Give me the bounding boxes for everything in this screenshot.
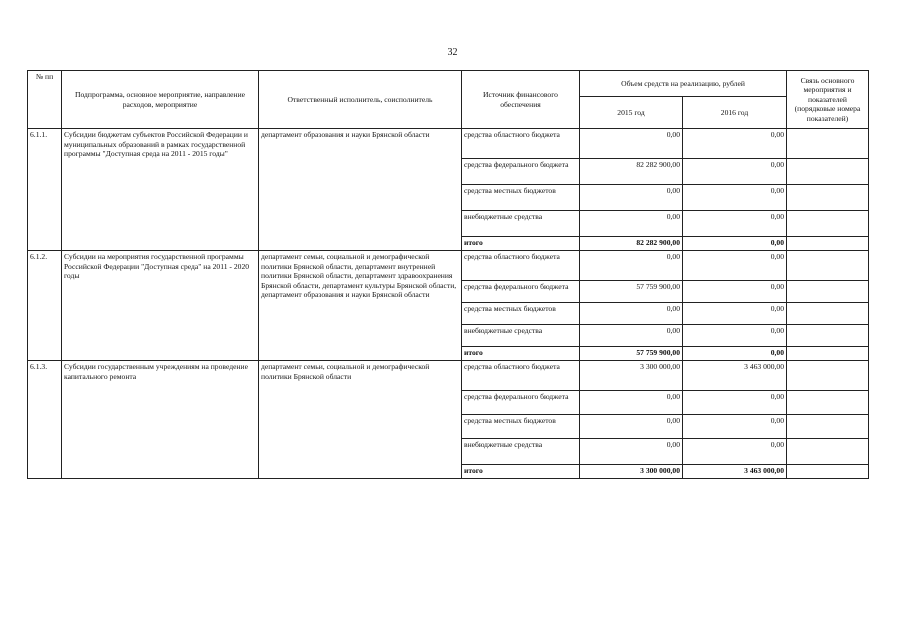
indicator-link xyxy=(787,237,869,251)
funding-source: средства федерального бюджета xyxy=(462,281,580,303)
block-executor: департамент семьи, социальной и демографической политики Брянской области, департамент внутренней политики Брянской области, департамент здравоохранения Брянской области, департамент культуры Брянской области, департамент образования и науки Брянской области xyxy=(259,251,462,361)
amount-2015: 0,00 xyxy=(580,325,683,347)
indicator-link xyxy=(787,185,869,211)
funding-source: средства областного бюджета xyxy=(462,361,580,391)
amount-2016: 0,00 xyxy=(683,439,787,465)
indicator-link xyxy=(787,391,869,415)
indicator-link xyxy=(787,281,869,303)
indicator-link xyxy=(787,159,869,185)
amount-2016: 0,00 xyxy=(683,415,787,439)
indicator-link xyxy=(787,361,869,391)
indicator-link xyxy=(787,251,869,281)
amount-2015: 0,00 xyxy=(580,415,683,439)
amount-2016: 3 463 000,00 xyxy=(683,361,787,391)
indicator-link xyxy=(787,465,869,479)
amount-2016: 0,00 xyxy=(683,281,787,303)
header-program: Подпрограмма, основное мероприятие, направление расходов, мероприятие xyxy=(62,71,259,129)
header-source: Источник финансового обеспечения xyxy=(462,71,580,129)
funding-source: итого xyxy=(462,237,580,251)
header-executor: Ответственный исполнитель, соисполнитель xyxy=(259,71,462,129)
block-num: 6.1.1. xyxy=(28,129,62,251)
amount-2016: 0,00 xyxy=(683,303,787,325)
amount-2016: 0,00 xyxy=(683,347,787,361)
funding-source: средства областного бюджета xyxy=(462,251,580,281)
amount-2015: 57 759 900,00 xyxy=(580,347,683,361)
amount-2016: 3 463 000,00 xyxy=(683,465,787,479)
funding-source: средства местных бюджетов xyxy=(462,303,580,325)
amount-2015: 0,00 xyxy=(580,303,683,325)
funding-source: внебюджетные средства xyxy=(462,211,580,237)
amount-2015: 82 282 900,00 xyxy=(580,237,683,251)
indicator-link xyxy=(787,129,869,159)
amount-2016: 0,00 xyxy=(683,185,787,211)
indicator-link xyxy=(787,347,869,361)
funding-source: итого xyxy=(462,347,580,361)
indicator-link xyxy=(787,325,869,347)
header-year-2016: 2016 год xyxy=(683,97,787,129)
indicator-link xyxy=(787,211,869,237)
header-link: Связь основного мероприятия и показателей (порядковые номера показателей) xyxy=(787,71,869,129)
indicator-link xyxy=(787,439,869,465)
amount-2015: 0,00 xyxy=(580,439,683,465)
funding-source: средства местных бюджетов xyxy=(462,185,580,211)
amount-2015: 0,00 xyxy=(580,185,683,211)
amount-2015: 0,00 xyxy=(580,391,683,415)
block-num: 6.1.3. xyxy=(28,361,62,479)
table-row xyxy=(28,361,869,391)
amount-2016: 0,00 xyxy=(683,159,787,185)
block-name: Субсидии бюджетам субъектов Российской Федерации и муниципальных образований в рамках государственной программы "Доступная среда на 2011 - 2015 годы" xyxy=(62,129,259,251)
header-row xyxy=(28,71,869,97)
amount-2016: 0,00 xyxy=(683,237,787,251)
budget-table xyxy=(27,70,869,479)
amount-2016: 0,00 xyxy=(683,129,787,159)
amount-2016: 0,00 xyxy=(683,211,787,237)
amount-2016: 0,00 xyxy=(683,325,787,347)
block-executor: департамент семьи, социальной и демографической политики Брянской области xyxy=(259,361,462,479)
block-name: Субсидии государственным учреждениям на проведение капитального ремонта xyxy=(62,361,259,479)
amount-2016: 0,00 xyxy=(683,251,787,281)
header-num: № пп xyxy=(28,71,62,129)
amount-2015: 3 300 000,00 xyxy=(580,465,683,479)
amount-2015: 82 282 900,00 xyxy=(580,159,683,185)
funding-source: средства федерального бюджета xyxy=(462,159,580,185)
funding-source: внебюджетные средства xyxy=(462,439,580,465)
amount-2015: 0,00 xyxy=(580,251,683,281)
amount-2016: 0,00 xyxy=(683,391,787,415)
page-number: 32 xyxy=(447,47,458,58)
amount-2015: 3 300 000,00 xyxy=(580,361,683,391)
header-year-2015: 2015 год xyxy=(580,97,683,129)
amount-2015: 0,00 xyxy=(580,129,683,159)
funding-source: внебюджетные средства xyxy=(462,325,580,347)
funding-source: средства местных бюджетов xyxy=(462,415,580,439)
amount-2015: 57 759 900,00 xyxy=(580,281,683,303)
indicator-link xyxy=(787,303,869,325)
header-volume: Объем средств на реализацию, рублей xyxy=(580,71,787,97)
block-executor: департамент образования и науки Брянской области xyxy=(259,129,462,251)
funding-source: средства областного бюджета xyxy=(462,129,580,159)
funding-source: итого xyxy=(462,465,580,479)
table-row xyxy=(28,129,869,159)
funding-source: средства федерального бюджета xyxy=(462,391,580,415)
block-num: 6.1.2. xyxy=(28,251,62,361)
amount-2015: 0,00 xyxy=(580,211,683,237)
block-name: Субсидии на мероприятия государственной программы Российской Федерации "Доступная среда" на 2011 - 2020 годы xyxy=(62,251,259,361)
table-row xyxy=(28,251,869,281)
indicator-link xyxy=(787,415,869,439)
